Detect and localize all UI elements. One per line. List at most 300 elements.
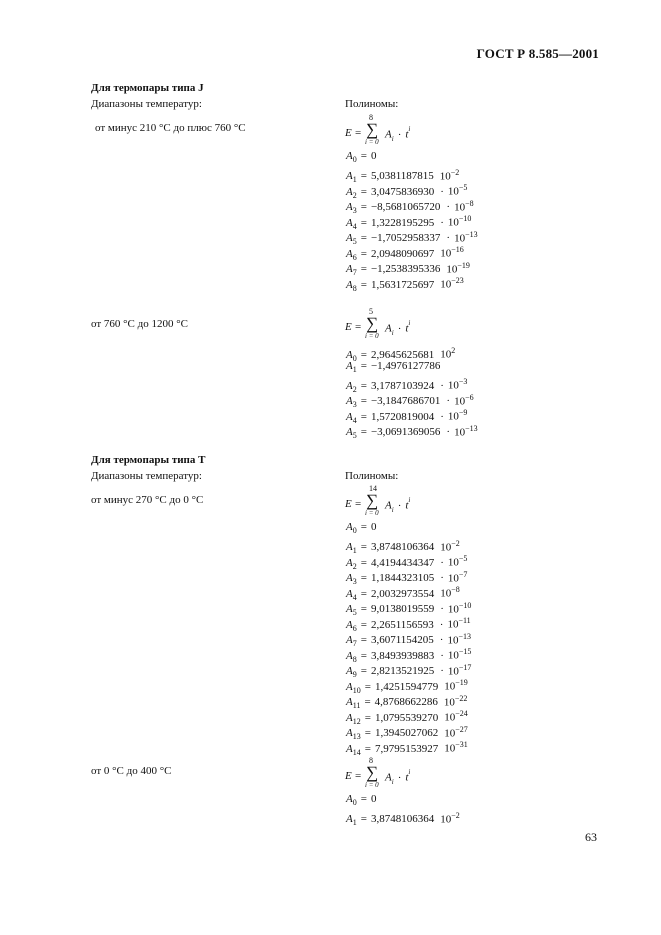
formula-lhs: E [345, 770, 352, 782]
coefficient-row [346, 180, 478, 200]
coef-relation: = [360, 150, 367, 162]
multiply-dot: · [439, 634, 444, 647]
coef-mantissa: 1,4251594779 [374, 680, 439, 693]
coef-index: 0 [352, 155, 357, 165]
coefficient-row [346, 211, 478, 231]
power-base: 10 [440, 813, 452, 826]
coefficient-row [346, 165, 478, 185]
power-base: 10 [439, 170, 451, 183]
coefficient-row [346, 613, 471, 633]
power-base: 10 [454, 395, 466, 408]
coef-relation: = [360, 572, 367, 585]
coefficient-row [346, 273, 478, 293]
multiply-dot: · [446, 201, 451, 214]
coef-relation: = [364, 711, 371, 724]
coefficient-row [346, 737, 471, 757]
coef-symbol: A [346, 359, 353, 372]
coef-symbol: A [346, 572, 353, 585]
formula-lhs: E [345, 498, 352, 510]
coefficient-row [346, 808, 460, 828]
polynomial-formula [345, 113, 455, 149]
power-exponent: −16 [451, 245, 464, 254]
coef-mantissa: 4,4194434347 [370, 556, 435, 569]
coef-index: 7 [352, 268, 357, 278]
coef-symbol: A [346, 696, 353, 709]
multiply-dot: · [440, 410, 444, 423]
coef-mantissa: 3,0475836930 [370, 185, 435, 198]
coef-index: 9 [352, 670, 357, 680]
coef-index: 1 [352, 175, 357, 185]
coefficient-row [346, 258, 478, 278]
coefficient-row [346, 644, 472, 664]
power-base: 10 [440, 247, 452, 260]
polynomial-formula [345, 307, 455, 343]
formula-lhs: E [345, 321, 352, 333]
coef-symbol: A [346, 278, 353, 291]
variable-exponent: i [408, 125, 411, 133]
coef-index: 5 [352, 237, 357, 247]
coef-index: 1 [352, 546, 357, 556]
coef-mantissa: 1,5720819004 [370, 410, 435, 423]
coefficient-row [346, 149, 478, 165]
coefficient-row [346, 722, 471, 742]
document-header: ГОСТ Р 8.585—2001 [476, 46, 599, 61]
coef-symbol: A [385, 128, 392, 141]
power-base: 10 [447, 185, 459, 198]
coef-symbol: A [346, 379, 353, 392]
power-exponent: −13 [465, 423, 478, 433]
power-exponent: −5 [458, 554, 468, 563]
coef-relation: = [360, 170, 367, 183]
coef-index: 3 [352, 400, 357, 410]
coef-relation: = [360, 410, 367, 423]
multiply-dot: · [440, 649, 444, 662]
coef-symbol: A [346, 665, 353, 678]
coefficient-row [346, 227, 478, 247]
coef-mantissa: −1,7052958337 [370, 232, 441, 245]
coef-subscript: i [391, 505, 394, 514]
power-base: 10 [447, 216, 459, 229]
coef-relation: = [360, 348, 367, 361]
power-exponent: −11 [458, 616, 471, 625]
coef-symbol: A [346, 587, 353, 600]
power-base: 10 [440, 541, 452, 554]
coefficient-row [346, 196, 478, 216]
coef-relation: = [364, 742, 371, 755]
coef-relation: = [360, 541, 367, 554]
sum-upper-limit: 14 [369, 484, 377, 493]
coef-relation: = [360, 278, 367, 291]
power-base: 10 [454, 201, 466, 214]
coefficient-row [346, 567, 471, 587]
coef-index: 10 [352, 685, 361, 695]
power-base: 10 [444, 711, 456, 724]
coef-relation: = [364, 680, 371, 693]
sum-lower-limit: i = 0 [365, 332, 379, 340]
coef-index: 13 [352, 732, 361, 742]
power-base: 10 [447, 665, 459, 678]
coefficient-row [346, 520, 471, 536]
multiply-dot: · [397, 128, 402, 141]
coef-name [346, 426, 357, 441]
coef-mantissa: 2,9645625681 [370, 348, 435, 361]
coef-symbol: A [346, 793, 353, 805]
coef-symbol: A [346, 634, 353, 647]
coef-relation: = [360, 426, 367, 439]
sum-upper-limit: 8 [369, 756, 373, 765]
coef-mantissa: 1,1844323105 [370, 572, 435, 585]
coef-index: 3 [352, 206, 357, 216]
coef-index: 2 [352, 384, 357, 394]
variable-symbol: t [405, 499, 409, 512]
power-base: 10 [454, 426, 466, 439]
coef-symbol: A [346, 348, 353, 361]
coef-relation: = [360, 634, 367, 647]
coef-relation: = [360, 813, 367, 826]
power-exponent: −6 [465, 392, 474, 402]
coef-symbol: A [346, 742, 353, 755]
coef-power [440, 343, 455, 363]
coef-mantissa: 7,9795153927 [374, 742, 439, 755]
coef-index: 6 [352, 252, 357, 262]
multiply-dot: · [440, 665, 444, 678]
section-title-type-t: Для термопары типа Т [91, 454, 206, 466]
coef-mantissa: 1,0795539270 [374, 711, 439, 724]
coefficient-row [346, 374, 478, 394]
coef-mantissa: 3,6071154205 [370, 634, 434, 647]
coef-index: 0 [352, 353, 357, 363]
coef-relation: = [360, 201, 367, 214]
coef-symbol: A [346, 185, 353, 198]
power-base: 10 [444, 727, 456, 740]
coefficient-row [346, 675, 471, 695]
polynomials-label: Полиномы: [345, 470, 399, 482]
coef-symbol: A [346, 556, 353, 569]
power-exponent: −13 [458, 631, 471, 641]
coef-symbol: A [346, 618, 353, 631]
coef-mantissa: 1,5631725697 [370, 278, 435, 291]
multiply-dot: · [440, 379, 444, 392]
range-label: от минус 210 °С до плюс 760 °С [95, 122, 246, 134]
power-exponent: 2 [451, 346, 456, 355]
power-exponent: −27 [455, 724, 468, 734]
power-exponent: −2 [450, 167, 460, 177]
coef-subscript: i [391, 134, 394, 143]
coef-index: 5 [352, 431, 357, 441]
multiply-dot: · [446, 232, 451, 245]
power-exponent: −10 [458, 600, 472, 610]
power-exponent: −15 [458, 647, 472, 656]
power-base: 10 [447, 649, 459, 662]
coefficient-row [346, 660, 472, 680]
coef-mantissa: −1,2538395336 [370, 263, 441, 276]
power-base: 10 [440, 587, 452, 600]
coefficient-list [346, 792, 460, 828]
formula-lhs: E [345, 127, 352, 139]
coefficient-row [346, 343, 478, 363]
power-exponent: −10 [458, 214, 472, 223]
power-exponent: −19 [455, 678, 468, 687]
range-label: от 760 °С до 1200 °С [91, 318, 188, 330]
coef-mantissa: −1,4976127786 [370, 359, 441, 372]
multiply-dot: · [397, 499, 402, 512]
coef-symbol: A [346, 247, 353, 260]
coef-relation: = [360, 216, 367, 229]
coefficient-row [346, 598, 472, 618]
formula-equals: = [355, 321, 362, 333]
coef-index: 7 [352, 639, 357, 649]
coef-symbol: A [346, 201, 353, 214]
power-base: 10 [444, 680, 456, 693]
coef-mantissa: 3,8493939883 [370, 649, 435, 662]
ranges-label: Диапазоны температур: [91, 470, 202, 482]
coef-relation: = [360, 603, 367, 616]
coef-mantissa: 2,8213521925 [370, 665, 435, 678]
coef-symbol: A [346, 263, 353, 276]
coef-symbol: A [346, 727, 353, 740]
coef-mantissa: 1,3945027062 [374, 727, 439, 740]
power-exponent: −2 [451, 810, 460, 820]
coef-symbol: A [346, 649, 353, 662]
coef-mantissa: 0 [370, 793, 377, 805]
coef-index: 4 [352, 221, 357, 231]
power-base: 10 [444, 742, 456, 755]
coefficient-row [346, 242, 478, 262]
coef-symbol: A [385, 771, 392, 784]
power-exponent: −8 [451, 585, 460, 594]
coef-relation: = [360, 247, 367, 260]
coef-power [440, 808, 460, 828]
power-base: 10 [447, 618, 459, 631]
ranges-label: Диапазоны температур: [91, 98, 202, 110]
coef-symbol: A [346, 232, 353, 245]
coef-index: 1 [352, 818, 357, 828]
coef-power [440, 273, 464, 293]
coef-mantissa: 0 [370, 521, 377, 533]
coef-name [346, 360, 357, 372]
power-exponent: −17 [458, 662, 472, 672]
coefficient-row [346, 691, 471, 711]
power-exponent: −7 [458, 569, 468, 579]
power-base: 10 [447, 572, 459, 585]
coefficient-row [346, 629, 471, 649]
power-exponent: −13 [465, 229, 478, 239]
coef-relation: = [360, 556, 367, 569]
coef-symbol: A [346, 395, 353, 408]
multiply-dot: · [397, 322, 402, 335]
coef-index: 4 [352, 592, 357, 602]
coef-symbol: A [346, 603, 353, 616]
coef-mantissa: −3,0691369056 [370, 426, 441, 439]
coef-relation: = [360, 649, 367, 662]
power-base: 10 [443, 696, 455, 709]
power-exponent: −8 [465, 198, 474, 208]
coef-mantissa: 1,3228195295 [370, 216, 435, 229]
coef-index: 11 [352, 701, 361, 711]
coefficient-row [346, 405, 478, 425]
sum-lower-limit: i = 0 [365, 509, 379, 517]
coef-index: 1 [352, 364, 357, 374]
sum-upper-limit: 5 [369, 307, 373, 316]
power-base: 10 [447, 379, 459, 392]
coef-relation: = [360, 395, 367, 408]
coef-mantissa: 9,0138019559 [370, 603, 435, 616]
coefficient-list [346, 149, 478, 293]
power-base: 10 [447, 410, 459, 423]
range-label: от 0 °С до 400 °С [91, 765, 172, 777]
coef-symbol: A [346, 150, 353, 162]
coef-index: 4 [352, 415, 357, 425]
power-base: 10 [454, 232, 466, 245]
variable-symbol: t [405, 128, 409, 141]
multiply-dot: · [446, 426, 451, 439]
coef-mantissa: 3,8748106364 [370, 541, 435, 554]
coef-mantissa: 3,1787103924 [370, 379, 435, 392]
sum-lower-limit: i = 0 [365, 138, 379, 146]
power-exponent: −5 [458, 183, 468, 192]
power-exponent: −22 [454, 693, 468, 703]
sum-sign: ∑ [366, 314, 379, 333]
coef-index: 0 [352, 526, 357, 536]
formula-term [385, 321, 410, 337]
coefficient-row [346, 792, 460, 808]
coef-mantissa: 5,0381187815 [370, 170, 434, 183]
coef-power [446, 421, 477, 441]
variable-symbol: t [405, 322, 409, 335]
coef-mantissa: 2,0948090697 [370, 247, 435, 260]
coef-relation: = [360, 263, 367, 276]
coef-relation: = [360, 521, 367, 533]
coef-index: 0 [352, 798, 357, 808]
power-exponent: −23 [451, 276, 464, 285]
coef-relation: = [360, 618, 367, 631]
power-exponent: −9 [458, 408, 468, 417]
coef-symbol: A [385, 499, 392, 512]
section-title-type-j: Для термопары типа J [91, 82, 204, 94]
power-base: 10 [440, 278, 452, 291]
coef-mantissa: 2,2651156593 [370, 618, 434, 631]
variable-exponent: i [408, 496, 411, 504]
coefficient-row [346, 421, 478, 441]
coefficient-row [346, 536, 471, 556]
coef-name [346, 743, 361, 755]
coef-index: 12 [352, 716, 361, 726]
coef-relation: = [364, 727, 371, 740]
polynomial-formula [345, 756, 455, 792]
coef-symbol: A [346, 170, 353, 183]
coef-name [346, 279, 357, 291]
coef-subscript: i [391, 777, 394, 786]
multiply-dot: · [397, 771, 402, 784]
power-base: 10 [440, 348, 452, 361]
multiply-dot: · [440, 216, 444, 229]
coef-index: 2 [352, 561, 357, 571]
coefficient-row [346, 390, 478, 410]
coef-symbol: A [346, 521, 353, 533]
sum-sign: ∑ [366, 120, 379, 139]
coef-mantissa: 0 [370, 150, 377, 162]
coef-index: 6 [352, 623, 357, 633]
coefficient-row [346, 706, 471, 726]
multiply-dot: · [440, 603, 444, 616]
coef-mantissa: 3,8748106364 [370, 813, 435, 826]
coef-index: 2 [352, 190, 357, 200]
coef-index: 8 [352, 283, 357, 293]
coefficient-row [346, 551, 471, 571]
coef-relation: = [360, 587, 367, 600]
formula-equals: = [355, 770, 362, 782]
coef-relation: = [360, 185, 367, 198]
coef-relation: = [360, 665, 367, 678]
coef-index: 8 [352, 654, 357, 664]
multiply-dot: · [440, 556, 444, 569]
coef-subscript: i [391, 328, 394, 337]
variable-symbol: t [405, 771, 409, 784]
coef-power [444, 737, 468, 757]
polynomial-formula [345, 484, 455, 520]
coefficient-row [346, 359, 478, 375]
coef-symbol: A [346, 426, 353, 439]
coef-symbol: A [346, 813, 353, 826]
coef-name [346, 150, 357, 165]
coef-symbol: A [346, 680, 353, 693]
polynomials-label: Полиномы: [345, 98, 399, 110]
coef-relation: = [360, 379, 367, 392]
power-exponent: −2 [451, 538, 460, 548]
coefficient-list [346, 343, 478, 441]
formula-term [385, 498, 410, 514]
coef-name [346, 813, 357, 828]
multiply-dot: · [446, 395, 451, 408]
coef-index: 5 [352, 608, 357, 618]
coef-symbol: A [346, 711, 353, 724]
coefficient-list [346, 520, 472, 757]
coef-relation: = [364, 696, 371, 709]
power-exponent: −19 [457, 260, 470, 270]
coef-mantissa: −3,1847686701 [370, 395, 441, 408]
coef-relation: = [360, 793, 367, 805]
power-base: 10 [447, 634, 459, 647]
formula-term [385, 127, 410, 143]
power-exponent: −3 [458, 377, 468, 386]
coef-symbol: A [346, 541, 353, 554]
range-label: от минус 270 °С до 0 °С [91, 494, 204, 506]
coef-index: 14 [352, 747, 361, 757]
coef-name [346, 521, 357, 536]
formula-equals: = [355, 127, 362, 139]
variable-exponent: i [408, 768, 411, 776]
coefficient-row [346, 582, 471, 602]
coef-symbol: A [346, 216, 353, 229]
coef-mantissa: 4,8768662286 [374, 696, 438, 709]
variable-exponent: i [408, 319, 411, 327]
sum-lower-limit: i = 0 [365, 781, 379, 789]
multiply-dot: · [439, 618, 444, 631]
multiply-dot: · [440, 185, 444, 198]
power-exponent: −24 [455, 709, 468, 718]
coef-name [346, 793, 357, 808]
sum-upper-limit: 8 [369, 113, 373, 122]
coef-index: 3 [352, 577, 357, 587]
coef-symbol: A [385, 322, 392, 335]
coef-symbol: A [346, 410, 353, 423]
power-exponent: −31 [455, 740, 468, 749]
coef-relation: = [360, 232, 367, 245]
sum-sign: ∑ [366, 763, 379, 782]
multiply-dot: · [440, 572, 444, 585]
coef-mantissa: −8,5681065720 [370, 201, 441, 214]
sum-sign: ∑ [366, 491, 379, 510]
